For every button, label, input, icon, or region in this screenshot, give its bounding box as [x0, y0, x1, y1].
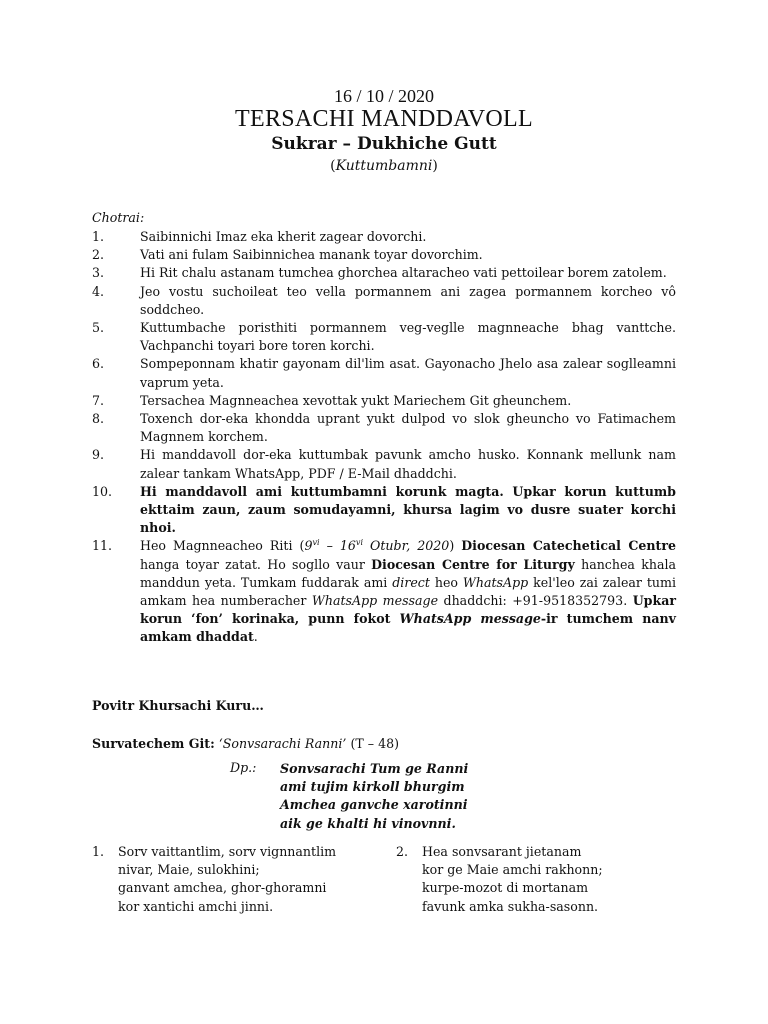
superscript: vi [312, 538, 320, 548]
verse-line: kor ge Maie amchi rakhonn; [422, 862, 603, 878]
item-text: Saibinnichi Imaz eka kherit zagear dovorchi. [140, 229, 427, 244]
item-text: Vati ani fulam Saibinnichea manank toyar dovorchim. [140, 247, 483, 263]
italic-run: WhatsApp [462, 574, 529, 590]
list-item [92, 264, 676, 282]
verse-2 [396, 843, 603, 916]
item-number: 5. [92, 320, 105, 336]
italic-run [304, 538, 449, 553]
text-run: 9 [304, 538, 313, 554]
bold-run: Diocesan Centre for Liturgy [371, 556, 575, 572]
verse-number: 2. [396, 844, 409, 859]
item-number: 11. [92, 538, 113, 554]
document-date: 16 / 10 / 2020 [333, 86, 434, 106]
item-number: 4. [92, 283, 105, 299]
item-number: 1. [92, 229, 105, 244]
list-item [92, 283, 676, 319]
refrain-lines [280, 760, 468, 833]
chotrai-list [92, 228, 676, 647]
refrain-label: Dp.: [230, 760, 257, 775]
document-subtitle: Sukrar – Dukhiche Gutt [271, 134, 497, 154]
list-item [92, 537, 676, 646]
refrain-line: Amchea ganvche xarotinni [280, 797, 468, 813]
item-number: 7. [92, 392, 105, 408]
verse-line: kurpe-mozot di mortanam [422, 880, 589, 896]
item-text: Toxench dor-eka khondda uprant yukt dulpod vo slok gheuncho vo Fatimachem Magnnem korchem. [140, 411, 676, 445]
list-item [92, 410, 676, 446]
subtitle-italic: Kuttumbamni [335, 158, 433, 174]
verse-line: favunk amka sukha-sasonn. [422, 898, 599, 914]
italic-run: direct [392, 574, 430, 590]
item-number: 2. [92, 247, 105, 263]
section-heading-povitr: Povitr Khursachi Kuru… [92, 698, 264, 713]
paren-open: ( [330, 158, 336, 174]
document-subtitle-2 [0, 158, 768, 174]
bold-italic-run: WhatsApp message [399, 611, 541, 627]
verse-line: ganvant amchea, ghor-ghoramni [118, 880, 327, 896]
text-run: Heo Magnneacheo Riti ( [140, 538, 305, 554]
document-title: TERSACHI MANDDAVOLL [235, 106, 533, 132]
verse-line: Hea sonvsarant jietanam [422, 844, 582, 859]
paren-close: ) [432, 158, 438, 174]
bold-run: -ir tumchem nanv amkam dhaddat [140, 611, 677, 645]
list-item [92, 446, 676, 482]
refrain-line: Sonvsarachi Tum ge Ranni [280, 761, 469, 776]
item-number: 8. [92, 411, 105, 427]
refrain-line: aik ge khalti hi vinovnni. [280, 815, 456, 831]
text-run: Otubr, 2020 [363, 538, 450, 554]
italic-run: WhatsApp message [311, 593, 439, 609]
item-text: Hi manddavoll dor-eka kuttumbak pavunk amcho husko. Konnank mellunk nam zalear tankam WhatsApp, PDF / E-Mail dhaddchi. [140, 447, 676, 481]
item-text: Hi Rit chalu astanam tumchea ghorchea altaracheo vati pettoilear borem zatolem. [140, 265, 667, 281]
item-number: 9. [92, 447, 105, 463]
item-number: 3. [92, 265, 105, 281]
item-number: 10. [92, 483, 113, 499]
song-label: Survatechem Git: [92, 736, 215, 751]
chotrai-label: Chotrai: [92, 210, 145, 225]
song-title: ‘Sonvsarachi Ranni’ [218, 736, 347, 751]
refrain-line: ami tujim kirkoll bhurgim [280, 779, 465, 795]
verse-line: Sorv vaittantlim, sorv vignnantlim [118, 844, 337, 859]
list-item [92, 246, 676, 264]
bold-run: Upkar korun ‘fon’ korinaka, punn fokot [140, 593, 676, 627]
item-text: Jeo vostu suchoileat teo vella pormannem ani zagea pormannem korcheo vô soddcheo. [140, 283, 676, 317]
text-run: hanga toyar zatat. Ho sogllo vaur [140, 556, 372, 572]
list-item [92, 319, 676, 355]
superscript: vi [355, 538, 363, 548]
verse-number: 1. [92, 844, 105, 859]
list-item [92, 355, 676, 391]
text-run: . [253, 629, 258, 645]
text-run: heo [429, 574, 463, 590]
text-run: – 16 [319, 538, 356, 554]
text-run: ) [449, 538, 462, 554]
text-run: dhaddchi: +91-9518352793. [438, 593, 633, 609]
text-run: hanchea khala manddun yeta. Tumkam fuddarak ami [140, 556, 677, 590]
item-text: Kuttumbache poristhiti pormannem veg-veglle magnneache bhag vanttche. Vachpanchi toyari bore toren korchi. [140, 320, 676, 354]
list-item [92, 392, 676, 410]
verse-line: nivar, Maie, sulokhini; [118, 862, 260, 878]
list-item [92, 483, 676, 538]
item-number: 6. [92, 356, 105, 372]
verse-line: kor xantichi amchi jinni. [118, 898, 274, 914]
list-item [92, 228, 676, 246]
item-text-11 [140, 538, 676, 644]
item-text: Hi manddavoll ami kuttumbamni korunk magta. Upkar korun kuttumb ekttaim zaun, zaum somudayamni, khursa lagim vo dusre suater korchi nhoi. [140, 483, 676, 536]
item-text: Sompeponnam khatir gayonam dil'lim asat. Gayonacho Jhelo asa zalear soglleamni vaprum yeta. [140, 356, 676, 390]
text-run: kel'leo zai zalear tumi amkam hea numberacher [140, 574, 677, 609]
verse-1 [92, 843, 336, 916]
song-ref: (T – 48) [350, 736, 400, 751]
bold-run: Diocesan Catechetical Centre [461, 538, 676, 554]
opening-song [92, 736, 399, 751]
item-text: Tersachea Magnneachea xevottak yukt Mariechem Git gheunchem. [140, 392, 572, 408]
